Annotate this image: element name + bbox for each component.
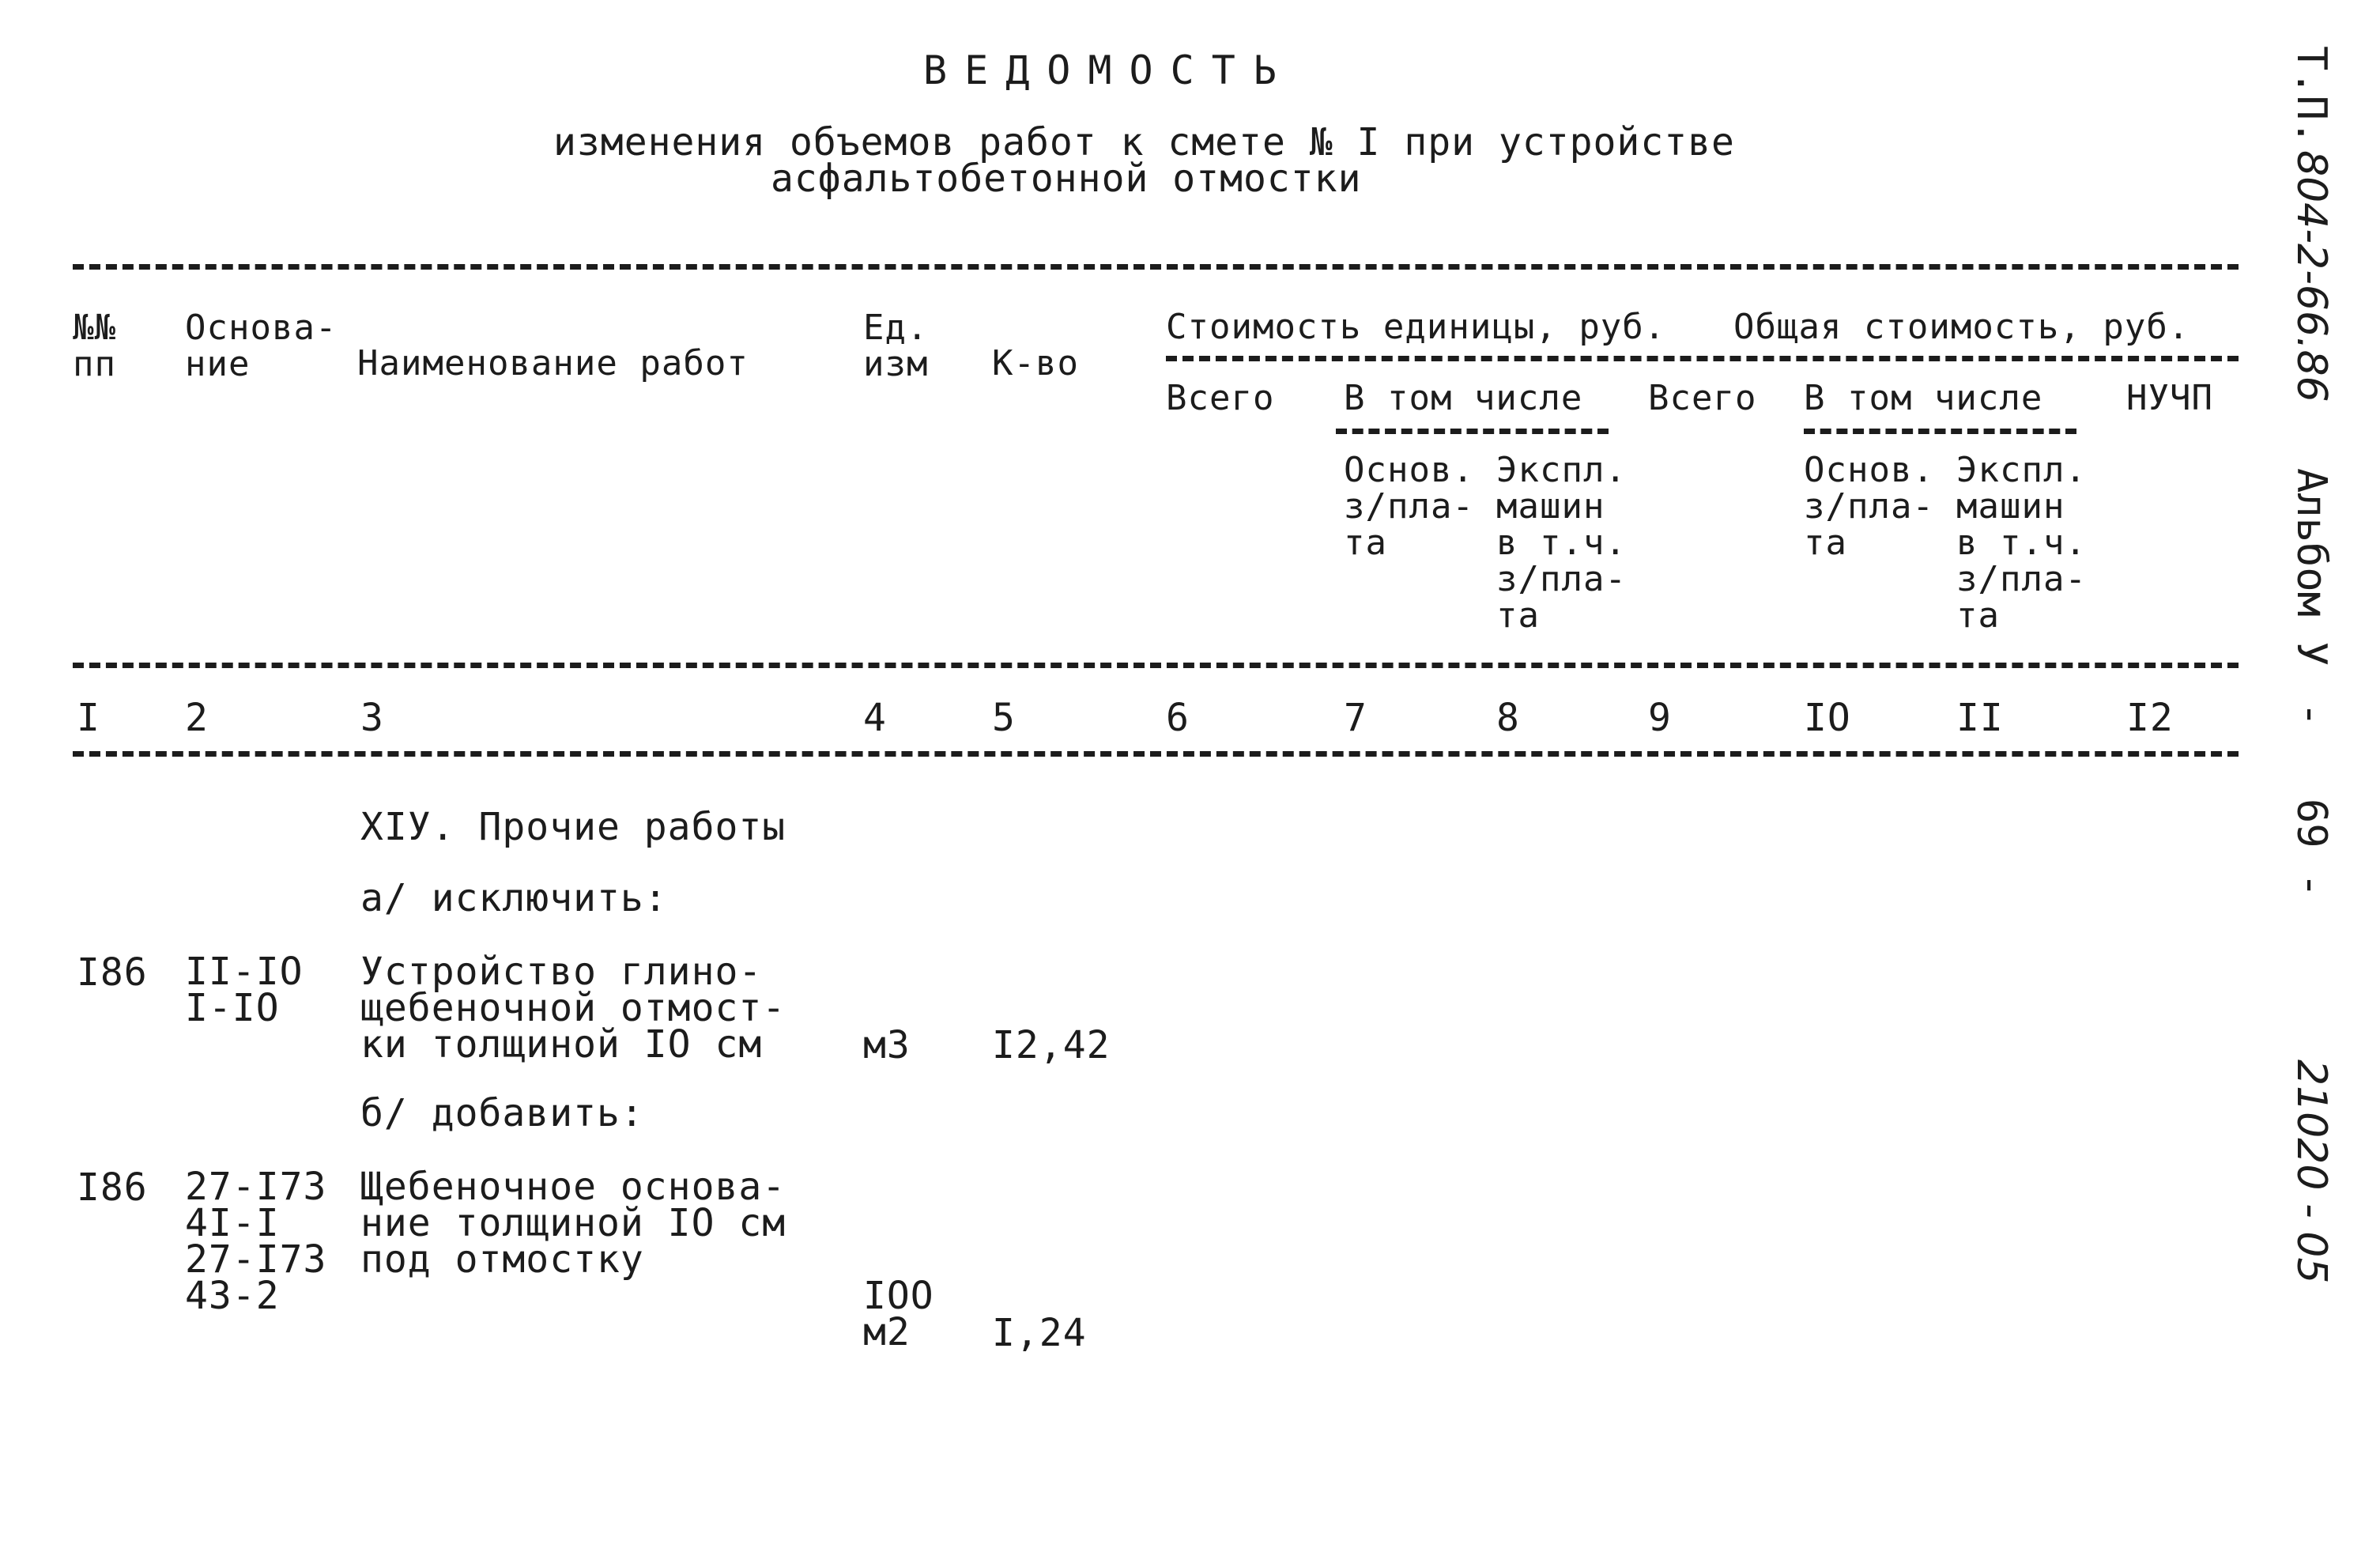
column-number-2: 2 bbox=[185, 696, 209, 740]
header-top-rule bbox=[73, 264, 2239, 270]
row-basis: II-IO I-IO bbox=[185, 950, 304, 1030]
margin-page-number: 69 bbox=[2288, 799, 2335, 848]
header-basis: Основа- ние bbox=[185, 308, 338, 384]
margin-album: Альбом У bbox=[2288, 468, 2335, 667]
header-nuchp: НУЧП bbox=[2126, 378, 2213, 418]
column-number-9: 9 bbox=[1648, 696, 1672, 740]
column-number-5: 5 bbox=[992, 696, 1016, 740]
cost-groups-rule bbox=[1166, 356, 2239, 361]
row-basis: 27-I73 4I-I 27-I73 43-2 bbox=[185, 1165, 327, 1318]
header-num: №№ пп bbox=[73, 308, 116, 384]
column-number-8: 8 bbox=[1496, 696, 1520, 740]
header-total-cost: Общая стоимость, руб. bbox=[1733, 307, 2190, 347]
margin-tp-number: 804-2-66.86 bbox=[2288, 150, 2335, 402]
header-unit-cost-total: Всего bbox=[1166, 378, 1275, 418]
column-number-4: 4 bbox=[863, 696, 887, 740]
header-total-cost-incl: В том числе bbox=[1804, 378, 2043, 418]
row-num: I86 bbox=[77, 950, 148, 995]
row-name: Щебеночное основа- ние толщиной IO см под отмостку bbox=[360, 1165, 786, 1282]
subsection-exclude: а/ исключить: bbox=[360, 876, 668, 920]
document-title: ВЕДОМОСТЬ bbox=[923, 47, 1294, 93]
header-total-cost-total: Всего bbox=[1648, 378, 1757, 418]
header-total-cost-wage: Основ. з/пла- та bbox=[1804, 450, 1934, 563]
row-name: Устройство глино- щебеночной отмост- ки толщиной IO см bbox=[360, 950, 786, 1067]
row-num: I86 bbox=[77, 1165, 148, 1210]
section-title: XIУ. Прочие работы bbox=[360, 805, 786, 849]
header-unit-cost-incl: В том числе bbox=[1344, 378, 1583, 418]
subsection-add: б/ добавить: bbox=[360, 1091, 644, 1135]
header-name: Наименование работ bbox=[357, 343, 749, 383]
column-numbers-rule bbox=[73, 751, 2239, 757]
row-qty: I,24 bbox=[992, 1311, 1087, 1355]
header-unit-cost-wage: Основ. з/пла- та bbox=[1344, 450, 1474, 563]
header-bottom-rule bbox=[73, 663, 2239, 668]
column-number-1: I bbox=[77, 696, 100, 740]
header-unit-cost-machines: Экспл. машин в т.ч. з/пла- та bbox=[1496, 450, 1627, 636]
column-number-6: 6 bbox=[1166, 696, 1190, 740]
margin-dash: - bbox=[2288, 873, 2335, 898]
column-number-3: 3 bbox=[360, 696, 384, 740]
header-unit-cost: Стоимость единицы, руб. bbox=[1166, 307, 1666, 347]
row-qty: I2,42 bbox=[992, 1023, 1111, 1067]
margin-code: 21020 - 05 bbox=[2288, 1059, 2335, 1284]
row-unit: м3 bbox=[863, 1023, 911, 1067]
header-total-cost-machines: Экспл. машин в т.ч. з/пла- та bbox=[1956, 450, 2087, 636]
document-subtitle-line1: изменения объемов работ к смете № I при устройстве bbox=[553, 120, 1735, 164]
header-unit: Ед. изм bbox=[863, 308, 929, 384]
column-number-10: IO bbox=[1804, 696, 1851, 740]
margin-tp-label: Т.П. bbox=[2288, 46, 2335, 145]
column-number-12: I2 bbox=[2126, 696, 2174, 740]
document-subtitle-line2: асфальтобетонной отмостки bbox=[771, 157, 1362, 201]
column-number-7: 7 bbox=[1344, 696, 1367, 740]
unit-cost-incl-rule bbox=[1336, 429, 1609, 434]
total-cost-incl-rule bbox=[1804, 429, 2076, 434]
header-qty: К-во bbox=[992, 343, 1079, 383]
margin-dash: - bbox=[2288, 702, 2335, 727]
row-unit: IOO м2 bbox=[863, 1274, 934, 1354]
column-number-11: II bbox=[1956, 696, 2004, 740]
